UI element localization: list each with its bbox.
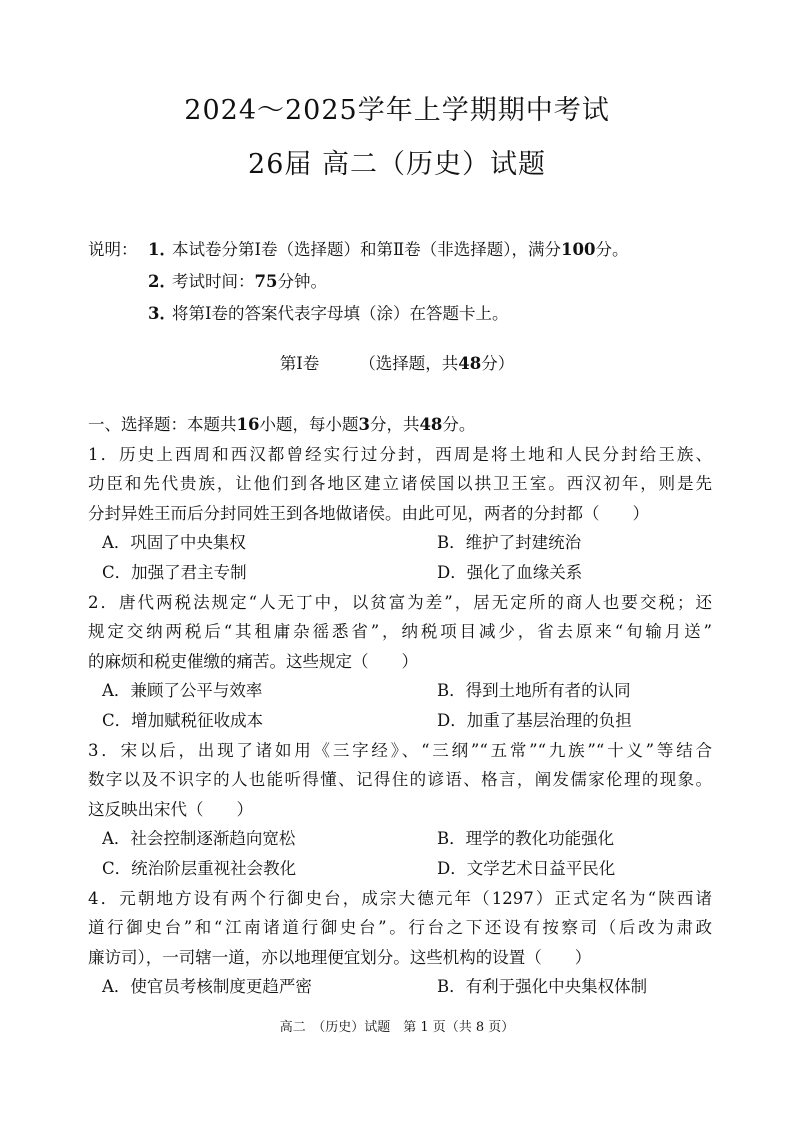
option-b[interactable]: B．有利于强化中央集权体制 — [437, 977, 648, 997]
option-row — [88, 528, 712, 558]
question-text-line: 1．历史上西周和西汉都曾经实行过分封，西周是将土地和人民分封给王族、 — [88, 444, 712, 464]
question-text-line: 这反映出宋代（ ） — [88, 799, 253, 819]
option-a[interactable]: A．社会控制逐渐趋向宽松 — [102, 829, 296, 849]
question-text-line: 3．宋以后，出现了诸如用《三字经》、“三纲”“五常”“九族”“十义”等结合 — [88, 740, 712, 760]
questions-area — [88, 410, 712, 1002]
question-text-line: 分封异姓王而后分封同姓王到各地做诸侯。由此可见，两者的分封都（ ） — [88, 503, 649, 523]
section-intro: 一、选择题：本题共16小题，每小题3分，共48分。 — [88, 415, 476, 434]
instruction-text: 考试时间：75分钟。 — [172, 272, 327, 291]
question-text-line: 4．元朝地方设有两个行御史台，成宗大德元年（1297）正式定名为“陕西诸 — [88, 888, 712, 908]
question-2 — [88, 588, 712, 736]
question-4 — [88, 884, 712, 1002]
option-row — [88, 854, 712, 884]
instruction-number: 2． — [148, 272, 176, 291]
instruction-item — [88, 264, 728, 296]
question-text-line: 道行御史台”和“江南诸道行御史台”。行台之下还设有按察司（后改为肃政 — [88, 918, 712, 938]
instruction-number: 1． — [148, 240, 176, 259]
option-row — [88, 824, 712, 854]
instruction-item — [88, 296, 728, 328]
question-3 — [88, 736, 712, 884]
instructions-block — [88, 232, 728, 328]
instructions-label: 说明： — [88, 240, 138, 259]
option-d[interactable]: D．文学艺术日益平民化 — [437, 858, 616, 878]
page-footer: 高二 （历史）试题 第 1 页（共 8 页） — [279, 1020, 515, 1035]
exam-title: 2024～2025学年上学期期中考试 — [184, 95, 610, 126]
option-b[interactable]: B．维护了封建统治 — [437, 533, 582, 553]
question-text-line: 规定交纳两税后“其租庸杂徭悉省”，纳税项目减少，省去原来“旬输月送” — [88, 622, 712, 642]
question-text-line: 数字以及不识字的人也能听得懂、记得住的谚语、格言，阐发儒家伦理的现象。 — [88, 770, 712, 790]
option-row — [88, 558, 712, 588]
option-b[interactable]: B．得到土地所有者的认同 — [437, 681, 631, 701]
question-text-line: 的麻烦和税吏催缴的痛苦。这些规定（ ） — [88, 651, 418, 671]
option-d[interactable]: D．加重了基层治理的负担 — [437, 710, 632, 730]
instruction-text: 本试卷分第Ⅰ卷（选择题）和第Ⅱ卷（非选择题），满分100分。 — [172, 240, 629, 259]
option-b[interactable]: B．理学的教化功能强化 — [437, 829, 615, 849]
section-part: 第Ⅰ卷 — [279, 354, 320, 373]
option-row — [88, 706, 712, 736]
instruction-item — [88, 232, 728, 264]
question-1 — [88, 440, 712, 588]
option-c[interactable]: C．增加赋税征收成本 — [102, 710, 264, 730]
option-row — [88, 676, 712, 706]
option-a[interactable]: A．兼顾了公平与效率 — [102, 681, 263, 701]
option-d[interactable]: D．强化了血缘关系 — [437, 562, 583, 582]
section-heading — [0, 350, 794, 374]
instruction-number: 3． — [148, 304, 176, 323]
question-text-line: 功臣和先代贵族，让他们到各地区建立诸侯国以拱卫王室。西汉初年，则是先 — [88, 474, 712, 494]
question-text-line: 廉访司），一司辖一道，亦以地理便宜划分。这些机构的设置（ ） — [88, 947, 592, 967]
option-row — [88, 972, 712, 1002]
option-a[interactable]: A．使官员考核制度更趋严密 — [102, 977, 312, 997]
option-c[interactable]: C．加强了君主专制 — [102, 562, 247, 582]
option-a[interactable]: A．巩固了中央集权 — [102, 533, 246, 553]
question-text-line: 2．唐代两税法规定“人无丁中，以贫富为差”，居无定所的商人也要交税；还 — [88, 592, 712, 612]
exam-subtitle: 26届 高二（历史）试题 — [248, 149, 546, 180]
section-desc: （选择题，共48分） — [359, 354, 515, 373]
option-c[interactable]: C．统治阶层重视社会教化 — [102, 858, 297, 878]
instruction-text: 将第Ⅰ卷的答案代表字母填（涂）在答题卡上。 — [172, 304, 509, 323]
